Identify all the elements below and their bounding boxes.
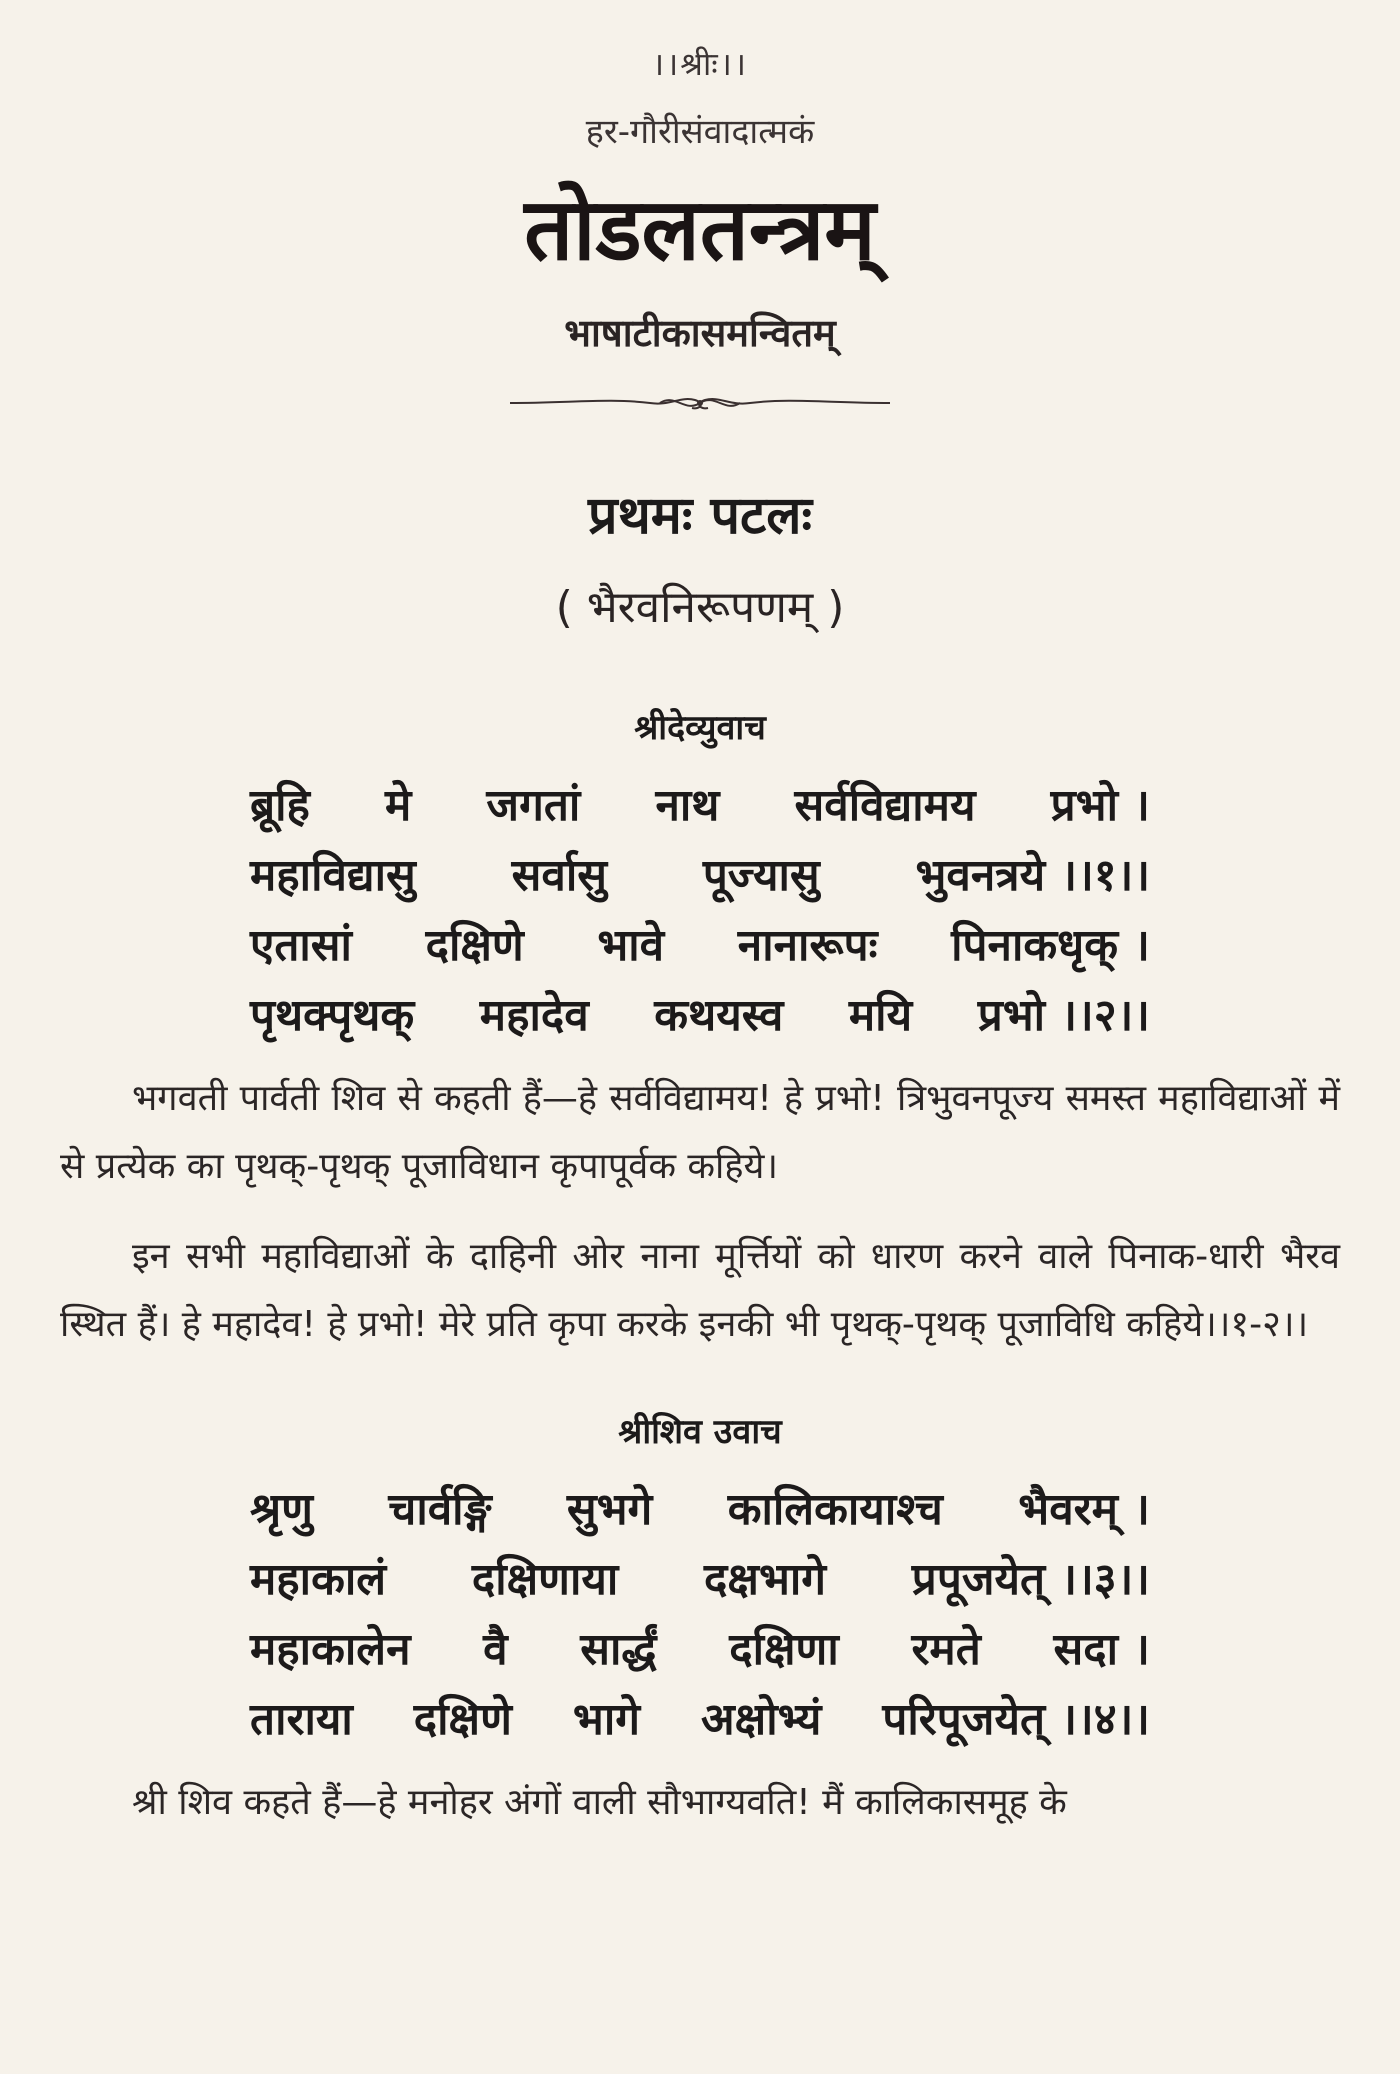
verse-line <box>250 911 1150 981</box>
verse-word: प्रपूजयेत् ।।३।। <box>911 1553 1150 1605</box>
verse-word: दक्षिणाया <box>471 1553 619 1605</box>
verse-word: कालिकायाश्च <box>727 1483 943 1535</box>
verse-word: महाविद्यासु <box>250 849 416 901</box>
verse-block-2 <box>250 1475 1150 1755</box>
verse-word: दक्षिणे <box>413 1693 512 1745</box>
verse-word: परिपूजयेत् ।।४।। <box>882 1693 1150 1745</box>
verse-word: कथयस्व <box>654 989 784 1041</box>
verse-word: सर्वासु <box>511 849 607 901</box>
verse-line <box>250 1475 1150 1545</box>
verse-line <box>250 1545 1150 1615</box>
verse-word: चार्वङ्गि <box>388 1483 492 1535</box>
verse-word: महाकालेन <box>250 1623 411 1675</box>
verse-word: पृथक्पृथक् <box>250 989 415 1041</box>
translation-paragraph-3: श्री शिव कहते हैं—हे मनोहर अंगों वाली सौभाग्यवति! मैं कालिकासमूह के <box>132 1781 1067 1823</box>
translation-paragraph-2: इन सभी महाविद्याओं के दाहिनी ओर नाना मूर्त्तियों को धारण करने वाले पिनाक-धारी भैरव स्थित हैं। हे महादेव! हे प्रभो! मेरे प्रति कृपा करके इनकी भी पृथक्-पृथक् पूजाविधि कहिये।।१-२।। <box>60 1235 1340 1345</box>
verse-word: भागे <box>572 1693 641 1745</box>
verse-word: ताराया <box>250 1693 353 1745</box>
verse-word: मयि <box>848 989 913 1041</box>
book-subtitle: हर-गौरीसंवादात्मकं <box>585 112 815 152</box>
verse-word: भुवनत्रये ।।१।। <box>915 849 1150 901</box>
verse-word: नानारूपः <box>737 919 878 971</box>
book-title: तोडलतन्त्रम् <box>524 180 876 280</box>
verse-word: सुभगे <box>566 1483 653 1535</box>
verse-word: महाकालं <box>250 1553 387 1605</box>
verse-line <box>250 1685 1150 1755</box>
speaker-shiva: श्रीशिव उवाच <box>618 1411 782 1452</box>
verse-word: वै <box>483 1623 508 1675</box>
verse-word: सदा । <box>1053 1623 1150 1675</box>
verse-block-1 <box>250 771 1150 1051</box>
verse-word: प्रभो । <box>1050 779 1150 831</box>
verse-word: अक्षोभ्यं <box>701 1693 822 1745</box>
verse-word: श्रृणु <box>250 1483 313 1535</box>
verse-word: दक्षिणा <box>729 1623 839 1675</box>
verse-word: महादेव <box>479 989 589 1041</box>
chapter-heading: प्रथमः पटलः <box>587 485 813 546</box>
verse-word: मे <box>385 779 412 831</box>
verse-word: पिनाकधृक् । <box>951 919 1150 971</box>
shri-invocation: ।।श्रीः।। <box>652 45 748 83</box>
verse-line <box>250 1615 1150 1685</box>
commentary-note: भाषाटीकासमन्वितम् <box>564 310 836 355</box>
verse-word: जगतां <box>486 779 581 831</box>
section-subheading: ( भैरवनिरूपणम् ) <box>555 581 845 633</box>
verse-line <box>250 841 1150 911</box>
verse-word: ब्रूहि <box>250 779 310 831</box>
verse-word: रमते <box>911 1623 981 1675</box>
ornament-divider <box>510 388 890 418</box>
verse-line <box>250 981 1150 1051</box>
verse-line <box>250 771 1150 841</box>
translation-paragraph-1: भगवती पार्वती शिव से कहती हैं—हे सर्वविद्यामय! हे प्रभो! त्रिभुवनपूज्य समस्त महाविद्याओं में से प्रत्येक का पृथक्-पृथक् पूजाविधान कृपापूर्वक कहिये। <box>60 1077 1340 1187</box>
verse-word: एतासां <box>250 919 352 971</box>
verse-word: दक्षिणे <box>425 919 524 971</box>
speaker-devi: श्रीदेव्युवाच <box>634 707 766 748</box>
verse-word: सर्वविद्यामय <box>794 779 976 831</box>
verse-word: दक्षभागे <box>704 1553 827 1605</box>
verse-word: पूज्यासु <box>702 849 820 901</box>
verse-word: भैवरम् । <box>1018 1483 1150 1535</box>
verse-word: सार्द्धं <box>580 1623 657 1675</box>
verse-word: भावे <box>597 919 665 971</box>
verse-word: प्रभो ।।२।। <box>977 989 1150 1041</box>
verse-word: नाथ <box>655 779 720 831</box>
